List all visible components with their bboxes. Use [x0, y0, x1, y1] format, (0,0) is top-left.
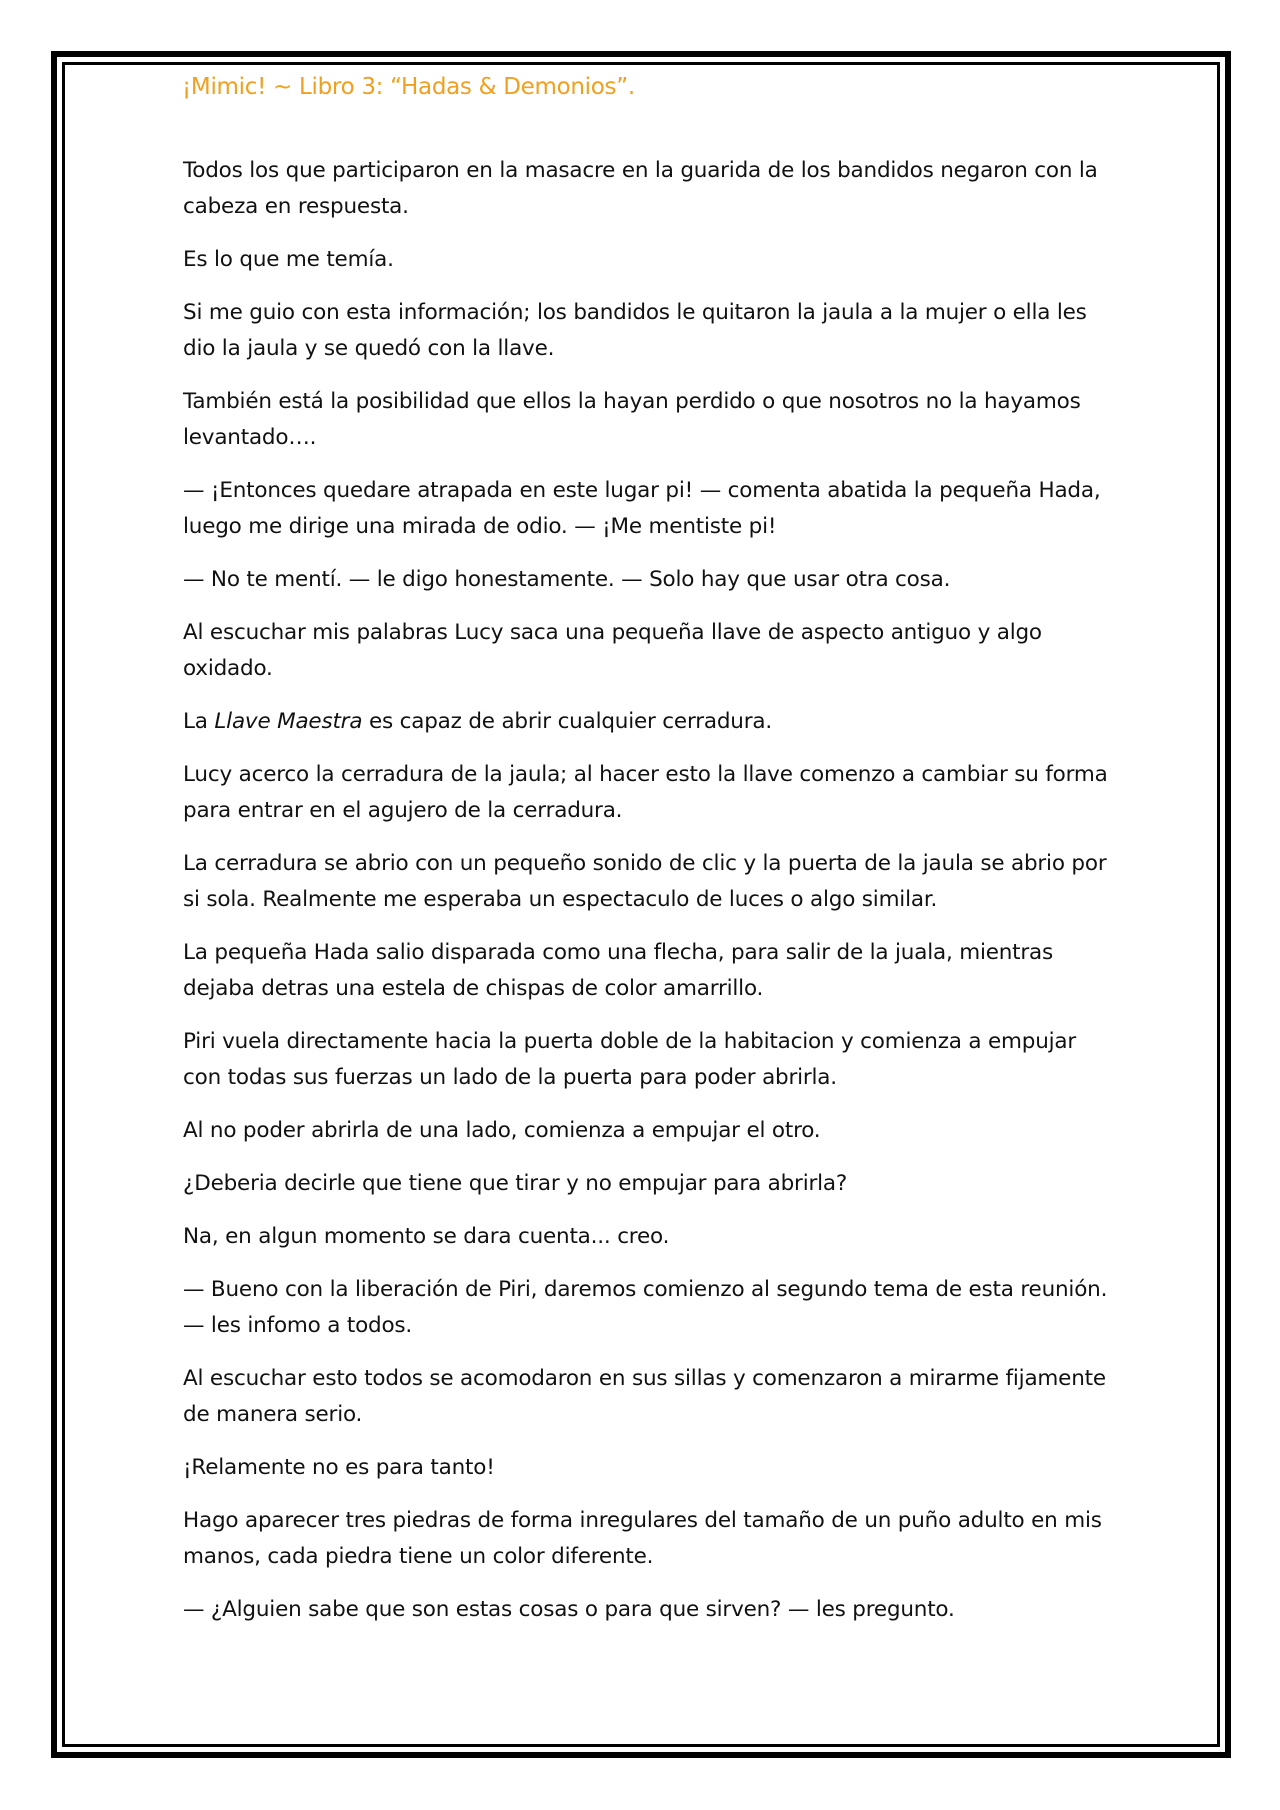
- paragraph-16: — Bueno con la liberación de Piri, daremos comienzo al segundo tema de esta reunión. — les infomo a todos.: [183, 1277, 1108, 1338]
- paragraph-5: — ¡Entonces quedare atrapada en este lugar pi! — comenta abatida la pequeña Hada, luego me dirige una mirada de odio. — ¡Me mentiste pi!: [183, 478, 1101, 539]
- document-body: [183, 153, 1108, 1645]
- paragraph-2: Es lo que me temía.: [183, 247, 394, 272]
- paragraph-20: — ¿Alguien sabe que son estas cosas o para que sirven? — les pregunto.: [183, 1597, 955, 1622]
- paragraph-8-before: La: [183, 709, 215, 734]
- paragraph-4: También está la posibilidad que ellos la hayan perdido o que nosotros no la hayamos levantado….: [183, 389, 1081, 450]
- paragraph-18: ¡Relamente no es para tanto!: [183, 1455, 495, 1480]
- running-header: ¡Mimic! ~ Libro 3: “Hadas & Demonios”.: [182, 74, 635, 100]
- paragraph-12: Piri vuela directamente hacia la puerta doble de la habitacion y comienza a empujar con todas sus fuerzas un lado de la puerta para poder abrirla.: [183, 1029, 1077, 1090]
- paragraph-8: [183, 704, 1108, 740]
- paragraph-9: Lucy acerco la cerradura de la jaula; al hacer esto la llave comenzo a cambiar su forma para entrar en el agujero de la cerradura.: [183, 762, 1108, 823]
- paragraph-11: La pequeña Hada salio disparada como una flecha, para salir de la juala, mientras dejaba detras una estela de chispas de color amarrillo.: [183, 940, 1054, 1001]
- paragraph-14: ¿Deberia decirle que tiene que tirar y no empujar para abrirla?: [183, 1171, 848, 1196]
- paragraph-17: Al escuchar esto todos se acomodaron en sus sillas y comenzaron a mirarme fijamente de manera serio.: [183, 1366, 1106, 1427]
- paragraph-7: Al escuchar mis palabras Lucy saca una pequeña llave de aspecto antiguo y algo oxidado.: [183, 620, 1042, 681]
- paragraph-6: — No te mentí. — le digo honestamente. — Solo hay que usar otra cosa.: [183, 567, 951, 592]
- paragraph-10: La cerradura se abrio con un pequeño sonido de clic y la puerta de la jaula se abrio por si sola. Realmente me esperaba un espectaculo de luces o algo similar.: [183, 851, 1107, 912]
- paragraph-8-after: es capaz de abrir cualquier cerradura.: [362, 709, 772, 734]
- paragraph-13: Al no poder abrirla de una lado, comienza a empujar el otro.: [183, 1118, 821, 1143]
- master-key-emphasis: Llave Maestra: [214, 709, 363, 734]
- paragraph-19: Hago aparecer tres piedras de forma inregulares del tamaño de un puño adulto en mis manos, cada piedra tiene un color diferente.: [183, 1508, 1102, 1569]
- paragraph-15: Na, en algun momento se dara cuenta... creo.: [183, 1224, 670, 1249]
- paragraph-1: Todos los que participaron en la masacre en la guarida de los bandidos negaron con la cabeza en respuesta.: [183, 158, 1098, 219]
- paragraph-3: Si me guio con esta información; los bandidos le quitaron la jaula a la mujer o ella les dio la jaula y se quedó con la llave.: [183, 300, 1087, 361]
